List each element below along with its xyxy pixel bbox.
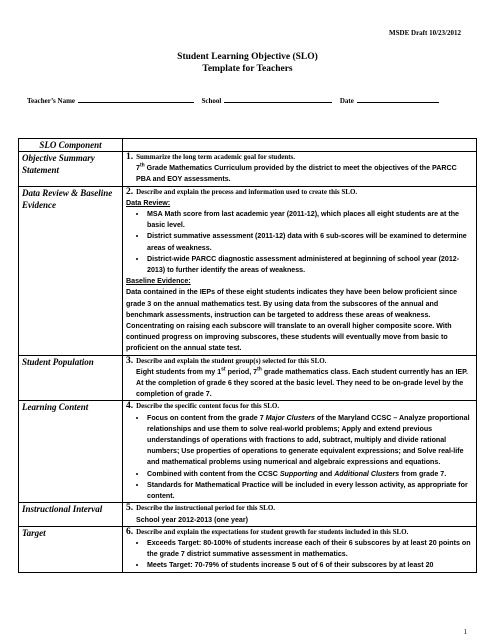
- row-content: [123, 503, 477, 526]
- draft-stamp: MSDE Draft 10/23/2012: [389, 29, 461, 37]
- slo-table: [18, 138, 477, 573]
- school-line[interactable]: [224, 96, 332, 103]
- row-label: Data Review & Baseline Evidence: [19, 186, 123, 355]
- table-row: [19, 401, 477, 503]
- teacher-info-fields: [27, 96, 467, 105]
- header-blank-cell: [123, 139, 477, 152]
- table-row: [19, 355, 477, 401]
- teacher-name-label: Teacher’s Name: [27, 97, 76, 105]
- row-prompt: 4. Describe the specific content focus for this SLO.: [126, 401, 280, 412]
- row-prompt: 2. Describe and explain the process and information used to create this SLO.: [126, 186, 358, 197]
- row-text: School year 2012-2013 (one year): [136, 515, 248, 524]
- row-content: [123, 186, 477, 355]
- row-prompt: 3. Describe and explain the student group(s) selected for this SLO.: [126, 355, 327, 366]
- row-prompt: 6. Describe and explain the expectations for student growth for students included in this SLO.: [126, 526, 409, 537]
- table-row: [19, 152, 477, 187]
- title-line-2: Template for Teachers: [202, 64, 293, 74]
- row-prompt: 1. Summarize the long term academic goal for students.: [126, 152, 296, 162]
- target-list: [126, 538, 473, 572]
- row-label: Student Population: [19, 355, 123, 401]
- data-review-subhead: Data Review:: [126, 198, 171, 207]
- row-label: Learning Content: [19, 401, 123, 503]
- page-number: 1: [463, 628, 467, 636]
- page-title: [0, 51, 495, 75]
- row-label: Target: [19, 526, 123, 572]
- slo-component-header: SLO Component: [19, 139, 123, 152]
- data-review-list: [126, 209, 473, 276]
- list-item: • District summative assessment (2011-12) data with 6 sub-scores will be examined to determine areas of weakness.: [147, 231, 473, 253]
- school-label: School: [201, 97, 222, 105]
- row-content: [123, 355, 477, 401]
- baseline-subhead: Baseline Evidence:: [126, 277, 191, 286]
- date-label: Date: [339, 97, 354, 105]
- teacher-name-line[interactable]: [78, 96, 194, 103]
- list-item: • Combined with content from the CCSC Supporting and Additional Clusters from grade 7.: [147, 469, 473, 480]
- title-line-1: Student Learning Objective (SLO): [177, 52, 318, 62]
- row-content: [123, 526, 477, 572]
- date-line[interactable]: [357, 96, 439, 103]
- row-text: Eight students from my 1st period, 7th grade mathematics class. Each student currently has an IEP. At the completion of grade 6 they scored at the basic level. They need to be on-grade level by the completion of grade 7.: [136, 366, 468, 399]
- row-label: Instructional Interval: [19, 503, 123, 526]
- list-item: • Standards for Mathematical Practice will be included in every lesson activity, as appropriate for content.: [147, 480, 473, 502]
- list-item: • Meets Target: 70-79% of students increase 5 out of 6 of their subscores by at least 20: [147, 560, 473, 571]
- list-item: • Focus on content from the grade 7 Major Clusters of the Maryland CCSC – Analyze proportional relationships and use them to solve real-world problems; Apply and extend previous understandings of operations with fractions to add, subtract, multiply and divide rational numbers; Use properties of operations to generate equivalent expressions; and Solve real-life and mathematical problems using numerical and algebraic expressions and equations.: [147, 413, 473, 469]
- learning-content-list: [126, 413, 473, 503]
- table-row: [19, 503, 477, 526]
- baseline-paragraph: Data contained in the IEPs of these eight students indicates they have been below proficient since grade 3 on the annual mathematics test. By using data from the subscores of the annual and benchmark assessments, instruction can be targeted to address these areas of weakness. Concentrating on raising each subscore will translate to an overall higher composite score. With continued progress on improving subscores, these students will eventually move from basic to proficient on the annual state test.: [126, 288, 458, 353]
- list-item: • Exceeds Target: 80-100% of students increase each of their 6 subscores by at least 20 points on the grade 7 district summative assessment in mathematics.: [147, 538, 473, 560]
- list-item: • MSA Math score from last academic year (2011-12), which places all eight students are at the basic level.: [147, 209, 473, 231]
- row-content: [123, 401, 477, 503]
- row-label: Objective Summary Statement: [19, 152, 123, 187]
- list-item: • District-wide PARCC diagnostic assessment administered at beginning of school year (2012-2013) to further identify the areas of weakness.: [147, 254, 473, 276]
- row-text: 7th Grade Mathematics Curriculum provided by the district to meet the objectives of the PARCC PBA and EOY assessments.: [136, 162, 457, 184]
- row-content: [123, 152, 477, 187]
- table-row: [19, 186, 477, 355]
- table-row: [19, 526, 477, 572]
- row-prompt: 5. Describe the instructional period for this SLO.: [126, 503, 276, 514]
